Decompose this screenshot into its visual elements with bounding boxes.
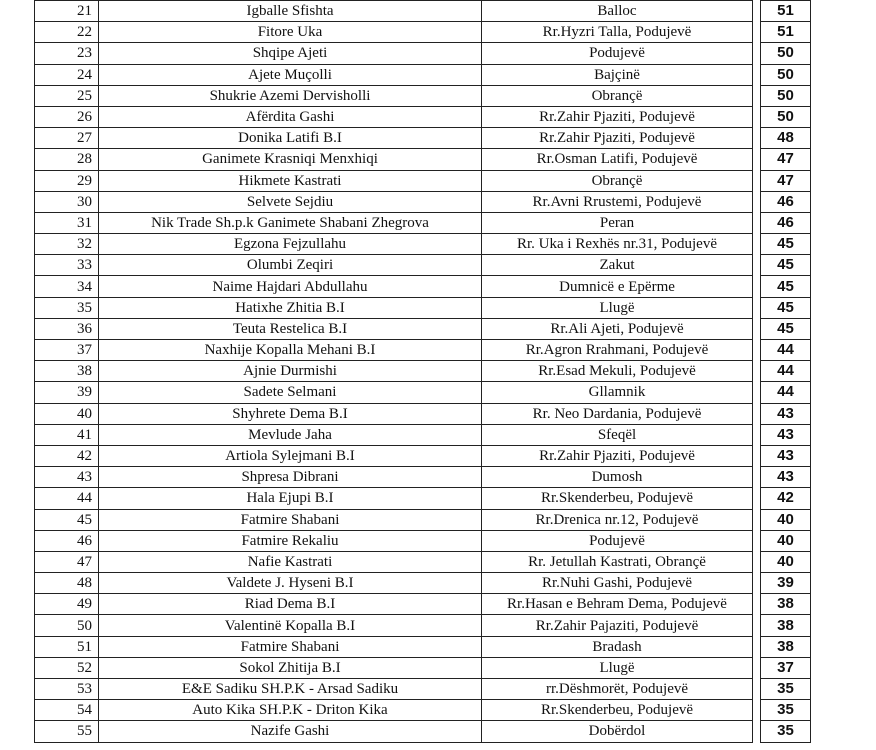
- address-cell: Rr.Esad Mekuli, Podujevë: [482, 361, 753, 382]
- table-row: [35, 276, 811, 297]
- row-number-cell: 34: [35, 276, 99, 297]
- points-cell: 45: [761, 276, 811, 297]
- address-cell: Rr. Jetullah Kastrati, Obrançë: [482, 551, 753, 572]
- row-number-cell: 43: [35, 467, 99, 488]
- spacer-cell: [753, 234, 761, 255]
- applicant-name-cell: Shukrie Azemi Dervisholli: [99, 85, 482, 106]
- table-row: [35, 22, 811, 43]
- table-row: [35, 403, 811, 424]
- spacer-cell: [753, 530, 761, 551]
- address-cell: Obrançë: [482, 170, 753, 191]
- row-number-cell: 50: [35, 615, 99, 636]
- points-cell: 37: [761, 657, 811, 678]
- points-cell: 46: [761, 191, 811, 212]
- spacer-cell: [753, 276, 761, 297]
- ranking-table-body: [35, 1, 811, 743]
- applicant-name-cell: Igballe Sfishta: [99, 1, 482, 22]
- table-row: [35, 615, 811, 636]
- row-number-cell: 25: [35, 85, 99, 106]
- points-cell: 43: [761, 403, 811, 424]
- spacer-cell: [753, 445, 761, 466]
- spacer-cell: [753, 106, 761, 127]
- row-number-cell: 28: [35, 149, 99, 170]
- applicant-name-cell: Artiola Sylejmani B.I: [99, 445, 482, 466]
- row-number-cell: 41: [35, 424, 99, 445]
- spacer-cell: [753, 361, 761, 382]
- spacer-cell: [753, 85, 761, 106]
- applicant-name-cell: Fitore Uka: [99, 22, 482, 43]
- address-cell: Podujevë: [482, 43, 753, 64]
- points-cell: 50: [761, 106, 811, 127]
- address-cell: Obrançë: [482, 85, 753, 106]
- row-number-cell: 31: [35, 212, 99, 233]
- address-cell: Rr. Neo Dardania, Podujevë: [482, 403, 753, 424]
- row-number-cell: 21: [35, 1, 99, 22]
- table-row: [35, 297, 811, 318]
- applicant-name-cell: Riad Dema B.I: [99, 594, 482, 615]
- points-cell: 43: [761, 467, 811, 488]
- table-row: [35, 255, 811, 276]
- spacer-cell: [753, 191, 761, 212]
- row-number-cell: 39: [35, 382, 99, 403]
- row-number-cell: 27: [35, 128, 99, 149]
- applicant-name-cell: Egzona Fejzullahu: [99, 234, 482, 255]
- address-cell: Rr.Hyzri Talla, Podujevë: [482, 22, 753, 43]
- table-row: [35, 530, 811, 551]
- table-row: [35, 234, 811, 255]
- table-row: [35, 191, 811, 212]
- applicant-name-cell: Ajete Muçolli: [99, 64, 482, 85]
- spacer-cell: [753, 212, 761, 233]
- points-cell: 38: [761, 615, 811, 636]
- applicant-name-cell: Hala Ejupi B.I: [99, 488, 482, 509]
- spacer-cell: [753, 721, 761, 742]
- row-number-cell: 29: [35, 170, 99, 191]
- row-number-cell: 53: [35, 679, 99, 700]
- spacer-cell: [753, 424, 761, 445]
- table-row: [35, 679, 811, 700]
- spacer-cell: [753, 1, 761, 22]
- row-number-cell: 40: [35, 403, 99, 424]
- points-cell: 35: [761, 721, 811, 742]
- table-row: [35, 361, 811, 382]
- address-cell: Rr.Drenica nr.12, Podujevë: [482, 509, 753, 530]
- table-row: [35, 721, 811, 742]
- spacer-cell: [753, 128, 761, 149]
- applicant-list-sheet: [34, 0, 810, 743]
- applicant-name-cell: Naime Hajdari Abdullahu: [99, 276, 482, 297]
- spacer-cell: [753, 64, 761, 85]
- points-cell: 38: [761, 636, 811, 657]
- spacer-cell: [753, 488, 761, 509]
- applicant-name-cell: Nafie Kastrati: [99, 551, 482, 572]
- row-number-cell: 46: [35, 530, 99, 551]
- applicant-name-cell: Shqipe Ajeti: [99, 43, 482, 64]
- applicant-name-cell: Fatmire Shabani: [99, 636, 482, 657]
- table-row: [35, 573, 811, 594]
- points-cell: 44: [761, 340, 811, 361]
- address-cell: Llugë: [482, 297, 753, 318]
- spacer-cell: [753, 679, 761, 700]
- applicant-name-cell: Valentinë Kopalla B.I: [99, 615, 482, 636]
- points-cell: 39: [761, 573, 811, 594]
- address-cell: Bradash: [482, 636, 753, 657]
- spacer-cell: [753, 467, 761, 488]
- address-cell: Rr.Avni Rrustemi, Podujevë: [482, 191, 753, 212]
- row-number-cell: 32: [35, 234, 99, 255]
- address-cell: Rr.Zahir Pajaziti, Podujevë: [482, 615, 753, 636]
- spacer-cell: [753, 700, 761, 721]
- table-row: [35, 128, 811, 149]
- row-number-cell: 23: [35, 43, 99, 64]
- table-row: [35, 149, 811, 170]
- table-row: [35, 43, 811, 64]
- points-cell: 48: [761, 128, 811, 149]
- applicant-name-cell: Naxhije Kopalla Mehani B.I: [99, 340, 482, 361]
- address-cell: Balloc: [482, 1, 753, 22]
- applicant-name-cell: Selvete Sejdiu: [99, 191, 482, 212]
- table-row: [35, 700, 811, 721]
- applicant-name-cell: Olumbi Zeqiri: [99, 255, 482, 276]
- table-row: [35, 488, 811, 509]
- applicant-name-cell: Nazife Gashi: [99, 721, 482, 742]
- applicant-name-cell: Fatmire Shabani: [99, 509, 482, 530]
- spacer-cell: [753, 170, 761, 191]
- points-cell: 45: [761, 234, 811, 255]
- spacer-cell: [753, 403, 761, 424]
- applicant-name-cell: Hatixhe Zhitia B.I: [99, 297, 482, 318]
- address-cell: Podujevë: [482, 530, 753, 551]
- applicant-name-cell: Shyhrete Dema B.I: [99, 403, 482, 424]
- spacer-cell: [753, 657, 761, 678]
- row-number-cell: 51: [35, 636, 99, 657]
- points-cell: 43: [761, 445, 811, 466]
- table-row: [35, 340, 811, 361]
- points-cell: 46: [761, 212, 811, 233]
- row-number-cell: 30: [35, 191, 99, 212]
- spacer-cell: [753, 340, 761, 361]
- applicant-name-cell: Afërdita Gashi: [99, 106, 482, 127]
- row-number-cell: 26: [35, 106, 99, 127]
- table-row: [35, 106, 811, 127]
- points-cell: 35: [761, 679, 811, 700]
- spacer-cell: [753, 382, 761, 403]
- applicant-name-cell: Sadete Selmani: [99, 382, 482, 403]
- applicant-name-cell: Fatmire Rekaliu: [99, 530, 482, 551]
- address-cell: Llugë: [482, 657, 753, 678]
- row-number-cell: 24: [35, 64, 99, 85]
- spacer-cell: [753, 636, 761, 657]
- points-cell: 42: [761, 488, 811, 509]
- points-cell: 44: [761, 382, 811, 403]
- address-cell: Peran: [482, 212, 753, 233]
- address-cell: Rr.Skenderbeu, Podujevë: [482, 700, 753, 721]
- points-cell: 50: [761, 43, 811, 64]
- applicant-name-cell: Auto Kika SH.P.K - Driton Kika: [99, 700, 482, 721]
- points-cell: 45: [761, 318, 811, 339]
- points-cell: 43: [761, 424, 811, 445]
- address-cell: Zakut: [482, 255, 753, 276]
- row-number-cell: 52: [35, 657, 99, 678]
- table-row: [35, 424, 811, 445]
- table-row: [35, 509, 811, 530]
- points-cell: 47: [761, 149, 811, 170]
- row-number-cell: 35: [35, 297, 99, 318]
- spacer-cell: [753, 43, 761, 64]
- spacer-cell: [753, 615, 761, 636]
- row-number-cell: 33: [35, 255, 99, 276]
- table-row: [35, 382, 811, 403]
- row-number-cell: 36: [35, 318, 99, 339]
- points-cell: 38: [761, 594, 811, 615]
- points-cell: 44: [761, 361, 811, 382]
- applicant-name-cell: Teuta Restelica B.I: [99, 318, 482, 339]
- table-row: [35, 636, 811, 657]
- address-cell: Dumosh: [482, 467, 753, 488]
- applicant-name-cell: Donika Latifi B.I: [99, 128, 482, 149]
- table-row: [35, 467, 811, 488]
- points-cell: 51: [761, 22, 811, 43]
- row-number-cell: 54: [35, 700, 99, 721]
- address-cell: Rr.Zahir Pjaziti, Podujevë: [482, 106, 753, 127]
- table-row: [35, 212, 811, 233]
- points-cell: 40: [761, 509, 811, 530]
- address-cell: Rr.Ali Ajeti, Podujevë: [482, 318, 753, 339]
- applicant-name-cell: Sokol Zhitija B.I: [99, 657, 482, 678]
- spacer-cell: [753, 149, 761, 170]
- ranking-table: [34, 0, 811, 743]
- points-cell: 50: [761, 64, 811, 85]
- address-cell: Rr.Osman Latifi, Podujevë: [482, 149, 753, 170]
- table-row: [35, 551, 811, 572]
- points-cell: 45: [761, 297, 811, 318]
- row-number-cell: 22: [35, 22, 99, 43]
- points-cell: 50: [761, 85, 811, 106]
- spacer-cell: [753, 297, 761, 318]
- table-row: [35, 657, 811, 678]
- points-cell: 40: [761, 551, 811, 572]
- points-cell: 47: [761, 170, 811, 191]
- spacer-cell: [753, 255, 761, 276]
- address-cell: Dumnicë e Epërme: [482, 276, 753, 297]
- applicant-name-cell: Mevlude Jaha: [99, 424, 482, 445]
- address-cell: Dobërdol: [482, 721, 753, 742]
- address-cell: rr.Dëshmorët, Podujevë: [482, 679, 753, 700]
- applicant-name-cell: Ajnie Durmishi: [99, 361, 482, 382]
- address-cell: Rr.Agron Rrahmani, Podujevë: [482, 340, 753, 361]
- points-cell: 35: [761, 700, 811, 721]
- address-cell: Rr.Hasan e Behram Dema, Podujevë: [482, 594, 753, 615]
- spacer-cell: [753, 551, 761, 572]
- applicant-name-cell: E&E Sadiku SH.P.K - Arsad Sadiku: [99, 679, 482, 700]
- points-cell: 40: [761, 530, 811, 551]
- table-row: [35, 445, 811, 466]
- spacer-cell: [753, 509, 761, 530]
- address-cell: Rr. Uka i Rexhës nr.31, Podujevë: [482, 234, 753, 255]
- row-number-cell: 55: [35, 721, 99, 742]
- row-number-cell: 45: [35, 509, 99, 530]
- applicant-name-cell: Nik Trade Sh.p.k Ganimete Shabani Zhegrova: [99, 212, 482, 233]
- address-cell: Gllamnik: [482, 382, 753, 403]
- spacer-cell: [753, 573, 761, 594]
- address-cell: Bajçinë: [482, 64, 753, 85]
- spacer-cell: [753, 22, 761, 43]
- table-row: [35, 85, 811, 106]
- row-number-cell: 49: [35, 594, 99, 615]
- table-row: [35, 594, 811, 615]
- spacer-cell: [753, 594, 761, 615]
- address-cell: Rr.Zahir Pjaziti, Podujevë: [482, 128, 753, 149]
- applicant-name-cell: Valdete J. Hyseni B.I: [99, 573, 482, 594]
- address-cell: Rr.Skenderbeu, Podujevë: [482, 488, 753, 509]
- applicant-name-cell: Ganimete Krasniqi Menxhiqi: [99, 149, 482, 170]
- address-cell: Sfeqël: [482, 424, 753, 445]
- row-number-cell: 37: [35, 340, 99, 361]
- points-cell: 51: [761, 1, 811, 22]
- row-number-cell: 48: [35, 573, 99, 594]
- applicant-name-cell: Shpresa Dibrani: [99, 467, 482, 488]
- table-row: [35, 1, 811, 22]
- table-row: [35, 64, 811, 85]
- row-number-cell: 47: [35, 551, 99, 572]
- spacer-cell: [753, 318, 761, 339]
- row-number-cell: 44: [35, 488, 99, 509]
- applicant-name-cell: Hikmete Kastrati: [99, 170, 482, 191]
- table-row: [35, 318, 811, 339]
- address-cell: Rr.Nuhi Gashi, Podujevë: [482, 573, 753, 594]
- row-number-cell: 42: [35, 445, 99, 466]
- points-cell: 45: [761, 255, 811, 276]
- table-row: [35, 170, 811, 191]
- address-cell: Rr.Zahir Pjaziti, Podujevë: [482, 445, 753, 466]
- row-number-cell: 38: [35, 361, 99, 382]
